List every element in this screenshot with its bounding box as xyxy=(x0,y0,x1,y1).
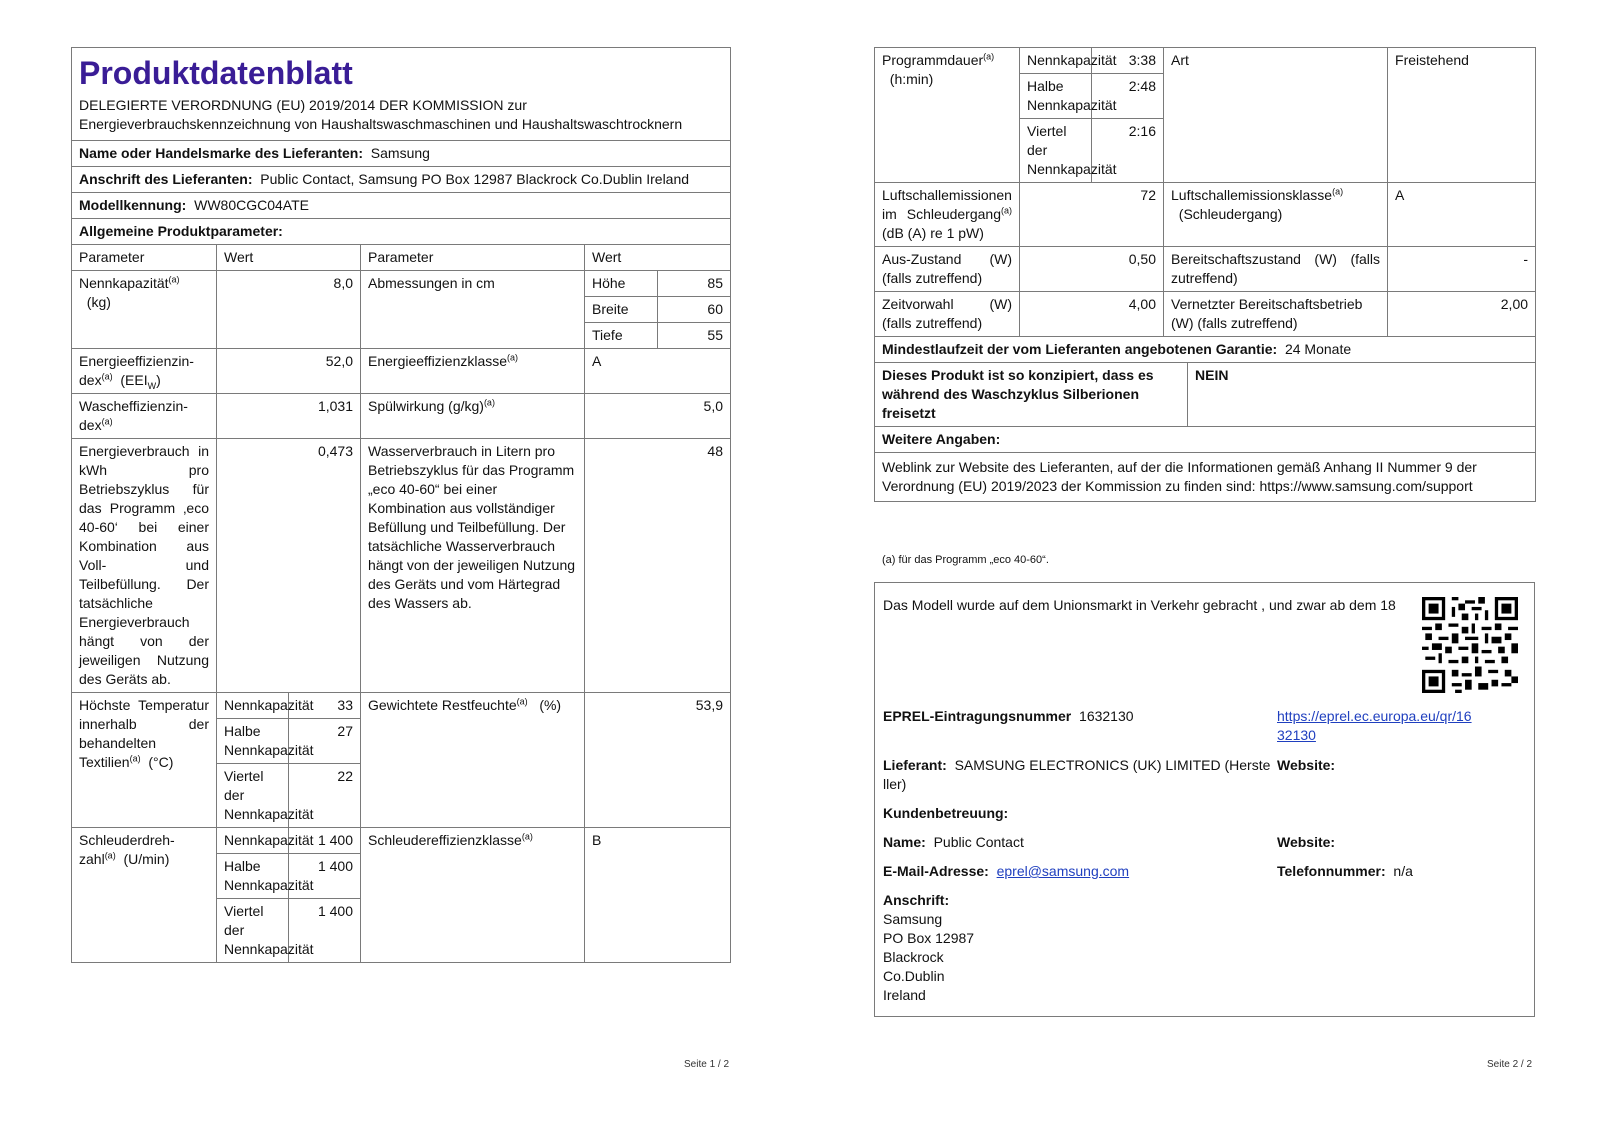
noise-class-sub: (Schleudergang) xyxy=(1178,206,1283,222)
footnote-a: (a) xyxy=(516,696,528,707)
supplier-name: Samsung xyxy=(370,145,430,161)
spin-class-label: Schleudereffizienzklasse xyxy=(368,832,522,848)
duration-half-value: 2:48 xyxy=(1092,74,1164,119)
type-label: Art xyxy=(1164,48,1388,183)
supplier-value: SAMSUNG ELECTRONICS (UK) LIMITED (Herste xyxy=(954,757,1271,773)
further-info-label: Weitere Angaben: xyxy=(875,427,1536,453)
noise-value: 72 xyxy=(1020,183,1164,247)
address-line: Blackrock xyxy=(883,949,944,965)
height-value: 85 xyxy=(658,271,731,297)
delay-start-value: 4,00 xyxy=(1020,292,1164,337)
market-date-text: Das Modell wurde auf dem Unionsmarkt in Verkehr gebracht , und zwar ab dem 18 xyxy=(883,597,1396,613)
width-label: Breite xyxy=(585,297,658,323)
moisture-label: Gewichtete Restfeuchte xyxy=(368,697,517,713)
model-id: WW80CGC04ATE xyxy=(194,197,309,213)
networked-standby-label: Vernetzter Bereitschaftsbetrieb (W) (falls zutreffend) xyxy=(1164,292,1388,337)
load-full-label: Nennkapazität xyxy=(1020,48,1092,74)
rinse-value: 5,0 xyxy=(585,394,731,439)
address-label: Anschrift: xyxy=(883,892,950,908)
depth-label: Tiefe xyxy=(585,323,658,349)
qr-code-icon[interactable] xyxy=(1422,597,1518,693)
supplier-row xyxy=(883,756,1270,794)
eei-close: ) xyxy=(156,372,161,388)
col-header-value: Wert xyxy=(217,245,361,271)
footnote-a: (a) xyxy=(1001,205,1012,216)
spin-label-2: zahl xyxy=(79,851,105,867)
height-label: Höhe xyxy=(585,271,658,297)
off-mode-label: Aus-Zustand (W) (falls zutreffend) xyxy=(875,247,1020,292)
email-label: E-Mail-Adresse: xyxy=(883,863,989,879)
address-block xyxy=(883,891,974,1005)
eprel-link-part-1[interactable]: https://eprel.ec.europa.eu/qr/16 xyxy=(1277,708,1472,724)
product-sheet-table-2 xyxy=(874,47,1536,502)
phone-value: n/a xyxy=(1393,863,1413,879)
standby-value: - xyxy=(1388,247,1536,292)
eei-sub: W xyxy=(147,380,157,391)
noise-unit: (dB (A) re 1 pW) xyxy=(882,225,984,241)
col-header-param: Parameter xyxy=(72,245,217,271)
footnote-a: (a) xyxy=(168,274,180,285)
eec-label: Energieeffizienzklasse xyxy=(368,353,508,369)
temp-full-value: 33 xyxy=(289,693,361,719)
silver-ions-label: Dieses Produkt ist so konzipiert, dass es während des Waschzyklus Silberionen freisetzt xyxy=(875,363,1188,427)
page-2 xyxy=(874,47,1536,502)
rated-capacity-unit: (kg) xyxy=(86,294,111,310)
footnote-a: (a) xyxy=(521,831,533,842)
load-quarter-label: Viertel der Nennkapazität xyxy=(217,764,289,828)
phone-label: Telefonnummer: xyxy=(1277,863,1386,879)
website-label: Website: xyxy=(1277,757,1336,773)
wei-value: 1,031 xyxy=(217,394,361,439)
page-1 xyxy=(71,47,731,963)
wei-label-2: dex xyxy=(79,417,102,433)
footnote-a: (a) xyxy=(983,51,995,62)
model-label: Modellkennung: xyxy=(79,197,187,213)
rinse-label: Spülwirkung (g/kg) xyxy=(368,398,484,414)
max-temp-unit: (°C) xyxy=(148,754,174,770)
product-sheet-table-1 xyxy=(71,47,731,963)
noise-class-label: Luftschallemissionsklasse xyxy=(1171,187,1333,203)
name-row xyxy=(883,833,1024,852)
address-line: Ireland xyxy=(883,987,926,1003)
eprel-number: 1632130 xyxy=(1079,708,1134,724)
eprel-label: EPREL-Eintragungsnummer xyxy=(883,708,1072,724)
address-line: Samsung xyxy=(883,911,943,927)
noise-class-value: A xyxy=(1388,183,1536,247)
spin-quarter-value: 1 400 xyxy=(289,899,361,963)
phone-row xyxy=(1277,862,1413,881)
address-line: Co.Dublin xyxy=(883,968,945,984)
website-label-2: Website: xyxy=(1277,834,1336,850)
spin-full-value: 1 400 xyxy=(289,828,361,854)
water-consumption-value: 48 xyxy=(585,439,731,693)
warranty-label: Mindestlaufzeit der vom Lieferanten angebotenen Garantie: xyxy=(882,341,1278,357)
temp-half-value: 27 xyxy=(289,719,361,764)
col-header-param: Parameter xyxy=(361,245,585,271)
dimensions-label: Abmessungen in cm xyxy=(361,271,585,349)
water-consumption-label: Wasserverbrauch in Litern pro Betriebszyklus für das Programm „eco 40-60“ bei einer Kombination aus vollständiger Befüllung und Teilbefüllung. Der tatsächliche Wasserverbrauch hängt von der jeweiligen Nutzung des Geräts und vom Härtegrad des Wassers ab. xyxy=(361,439,585,693)
supplier-name-label: Name oder Handelsmarke des Lieferanten: xyxy=(79,145,363,161)
max-temp-label: Höchste Temperatur innerhalb der behandelten Textilien xyxy=(79,697,209,770)
eprel-link-part-2[interactable]: 32130 xyxy=(1277,727,1316,743)
duration-full-value: 3:38 xyxy=(1092,48,1164,74)
eei-unit: (EEI xyxy=(120,372,148,388)
footnote-a: (a) xyxy=(104,850,116,861)
type-value: Freistehend xyxy=(1388,48,1536,183)
name-value: Public Contact xyxy=(933,834,1024,850)
load-full-label: Nennkapazität xyxy=(217,828,289,854)
page-2-footer: Seite 2 / 2 xyxy=(1487,1059,1533,1070)
eei-label: Energieeffizienzin- xyxy=(79,353,194,369)
footnote-a: (a) xyxy=(507,352,519,363)
duration-unit: (h:min) xyxy=(889,71,934,87)
energy-consumption-label: Energieverbrauch in kWh pro Betriebszyklus für das Programm ‚eco 40-60‘ bei einer Kombination aus Voll- und Teilbefüllung. Der tatsächliche Energieverbrauch hängt von der jeweiligen Nutzung des Geräts ab. xyxy=(72,439,217,693)
networked-standby-value: 2,00 xyxy=(1388,292,1536,337)
footnote-a: (a) xyxy=(1332,186,1344,197)
load-half-label: Halbe Nennkapazität xyxy=(217,719,289,764)
temp-quarter-value: 22 xyxy=(289,764,361,828)
footnote-a: (a) xyxy=(101,416,113,427)
off-mode-value: 0,50 xyxy=(1020,247,1164,292)
regulation-text: DELEGIERTE VERORDNUNG (EU) 2019/2014 DER KOMMISSION zur Energieverbrauchskennzeichnung von Haushaltswaschmaschinen und Haushaltswaschtrocknern xyxy=(79,97,683,132)
duration-label: Programmdauer xyxy=(882,52,984,68)
noise-label: Luftschallemissionen im Schleudergang xyxy=(882,187,1012,222)
warranty-value: 24 Monate xyxy=(1284,341,1352,357)
general-params-label: Allgemeine Produktparameter: xyxy=(72,219,731,245)
silver-ions-value: NEIN xyxy=(1188,363,1536,427)
energy-consumption-value: 0,473 xyxy=(217,439,361,693)
supplier-address: Public Contact, Samsung PO Box 12987 Blackrock Co.Dublin Ireland xyxy=(260,171,690,187)
eei-value: 52,0 xyxy=(217,349,361,394)
eei-label-2: dex xyxy=(79,372,102,388)
address-line: PO Box 12987 xyxy=(883,930,975,946)
footnote-a: (a) xyxy=(101,371,113,382)
name-label: Name: xyxy=(883,834,926,850)
wei-label: Wascheffizienzin- xyxy=(79,398,188,414)
weblink-text: Weblink zur Website des Lieferanten, auf der die Informationen gemäß Anhang II Nummer 9 der Verordnung (EU) 2019/2023 der Kommission zu finden sind: https://www.samsung.com/support xyxy=(875,453,1536,502)
standby-label: Bereitschaftszustand (W) (falls zutreffend) xyxy=(1164,247,1388,292)
rated-capacity-value: 8,0 xyxy=(217,271,361,349)
rated-capacity-label: Nennkapazität xyxy=(79,275,169,291)
depth-value: 55 xyxy=(658,323,731,349)
load-quarter-label: Viertel der Nennkapazität xyxy=(1020,119,1092,183)
eprel-row xyxy=(883,707,1134,726)
email-row xyxy=(883,862,1129,881)
spin-half-value: 1 400 xyxy=(289,854,361,899)
supplier-value-2: ller) xyxy=(883,776,907,792)
email-link[interactable]: eprel@samsung.com xyxy=(996,863,1130,879)
duration-quarter-value: 2:16 xyxy=(1092,119,1164,183)
page-1-footer: Seite 1 / 2 xyxy=(684,1059,730,1070)
spin-label: Schleuderdreh- xyxy=(79,832,175,848)
load-half-label: Halbe Nennkapazität xyxy=(1020,74,1092,119)
footnote-a: (a) xyxy=(129,753,141,764)
moisture-value: 53,9 xyxy=(585,693,731,828)
customer-care-label: Kundenbetreuung: xyxy=(883,805,1009,821)
moisture-unit: (%) xyxy=(539,697,562,713)
width-value: 60 xyxy=(658,297,731,323)
load-full-label: Nennkapazität xyxy=(217,693,289,719)
eprel-link[interactable] xyxy=(1277,707,1472,745)
footnote-note: (a) für das Programm „eco 40-60“. xyxy=(882,554,1049,566)
spin-class-value: B xyxy=(585,828,731,963)
spin-unit: (U/min) xyxy=(123,851,170,867)
supplier-label: Lieferant: xyxy=(883,757,947,773)
load-quarter-label: Viertel der Nennkapazität xyxy=(217,899,289,963)
col-header-value: Wert xyxy=(585,245,731,271)
footnote-a: (a) xyxy=(483,397,495,408)
supplier-address-label: Anschrift des Lieferanten: xyxy=(79,171,253,187)
page-title: Produktdatenblatt xyxy=(79,55,353,91)
delay-start-label: Zeitvorwahl (W) (falls zutreffend) xyxy=(875,292,1020,337)
eec-value: A xyxy=(585,349,731,394)
load-half-label: Halbe Nennkapazität xyxy=(217,854,289,899)
